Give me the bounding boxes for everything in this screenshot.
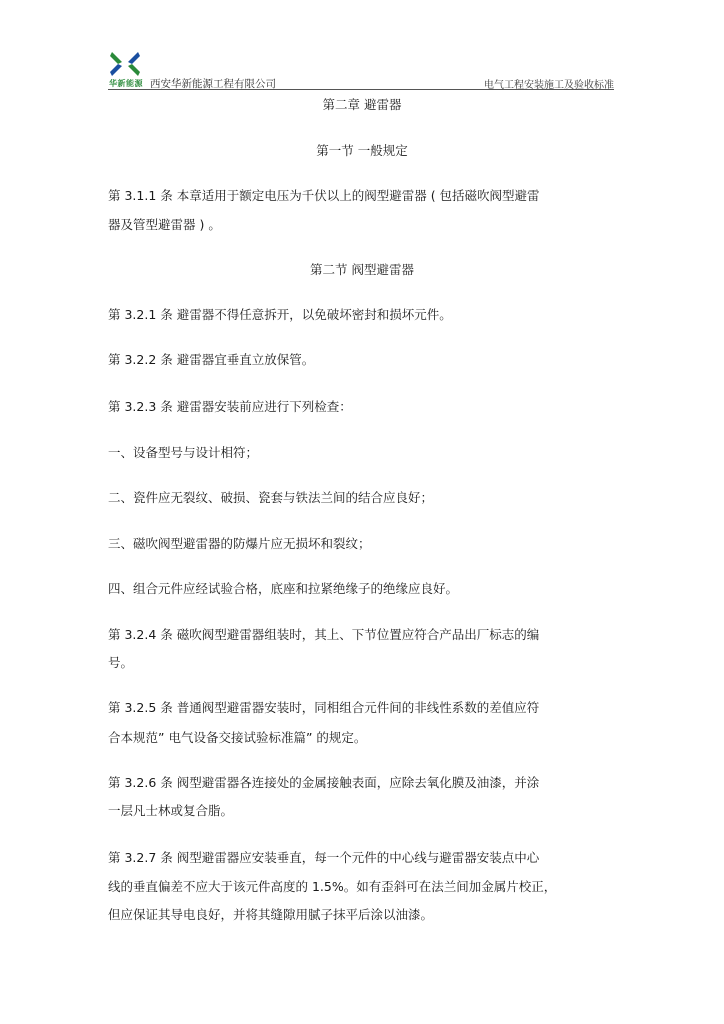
paragraph-line: 第 3.1.1 条 本章适用于额定电压为千伏以上的阀型避雷器 ( 包括磁吹阀型避雷 bbox=[108, 188, 540, 203]
paragraph-line: 第 3.2.2 条 避雷器宜垂直立放保管。 bbox=[108, 352, 315, 367]
paragraph-line: 合本规范” 电气设备交接试验标准篇” 的规定。 bbox=[108, 730, 367, 745]
list-item: 四、组合元件应经试验合格，底座和拉紧绝缘子的绝缘应良好。 bbox=[108, 581, 459, 596]
logo-x-icon bbox=[108, 50, 142, 78]
paragraph-line: 号。 bbox=[108, 655, 134, 670]
section-title: 第二节 阀型避雷器 bbox=[310, 262, 414, 277]
paragraph-line: 第 3.2.3 条 避雷器安装前应进行下列检查： bbox=[108, 399, 352, 414]
chapter-title: 第二章 避雷器 bbox=[322, 97, 402, 112]
paragraph-line: 器及管型避雷器 ) 。 bbox=[108, 217, 221, 232]
paragraph-line: 第 3.2.6 条 阀型避雷器各连接处的金属接触表面，应除去氧化膜及油漆，并涂 bbox=[108, 775, 540, 790]
paragraph-line: 第 3.2.1 条 避雷器不得任意拆开，以免破坏密封和损坏元件。 bbox=[108, 307, 452, 322]
paragraph-line: 一层凡士林或复合脂。 bbox=[108, 803, 234, 818]
header-divider bbox=[108, 89, 614, 90]
paragraph-line: 线的垂直偏差不应大于该元件高度的 1.5%。如有歪斜可在法兰间加金属片校正， bbox=[108, 879, 557, 894]
list-item: 三、磁吹阀型避雷器的防爆片应无损坏和裂纹； bbox=[108, 536, 371, 551]
paragraph-line: 第 3.2.5 条 普通阀型避雷器安装时，同相组合元件间的非线性系数的差值应符 bbox=[108, 700, 540, 715]
company-logo bbox=[108, 50, 148, 90]
logo-text: 华新能源 bbox=[109, 79, 143, 88]
paragraph-line: 但应保证其导电良好，并将其缝隙用腻子抹平后涂以油漆。 bbox=[108, 907, 434, 922]
document-title: 电气工程安装施工及验收标准 bbox=[484, 80, 614, 91]
company-name: 西安华新能源工程有限公司 bbox=[150, 78, 276, 90]
list-item: 二、瓷件应无裂纹、破损、瓷套与铁法兰间的结合应良好； bbox=[108, 490, 434, 505]
paragraph-line: 第 3.2.7 条 阀型避雷器应安装垂直，每一个元件的中心线与避雷器安装点中心 bbox=[108, 850, 540, 865]
section-title: 第一节 一般规定 bbox=[316, 143, 408, 158]
paragraph-line: 第 3.2.4 条 磁吹阀型避雷器组装时，其上、下节位置应符合产品出厂标志的编 bbox=[108, 627, 540, 642]
list-item: 一、设备型号与设计相符； bbox=[108, 445, 259, 460]
page-header bbox=[108, 50, 614, 90]
